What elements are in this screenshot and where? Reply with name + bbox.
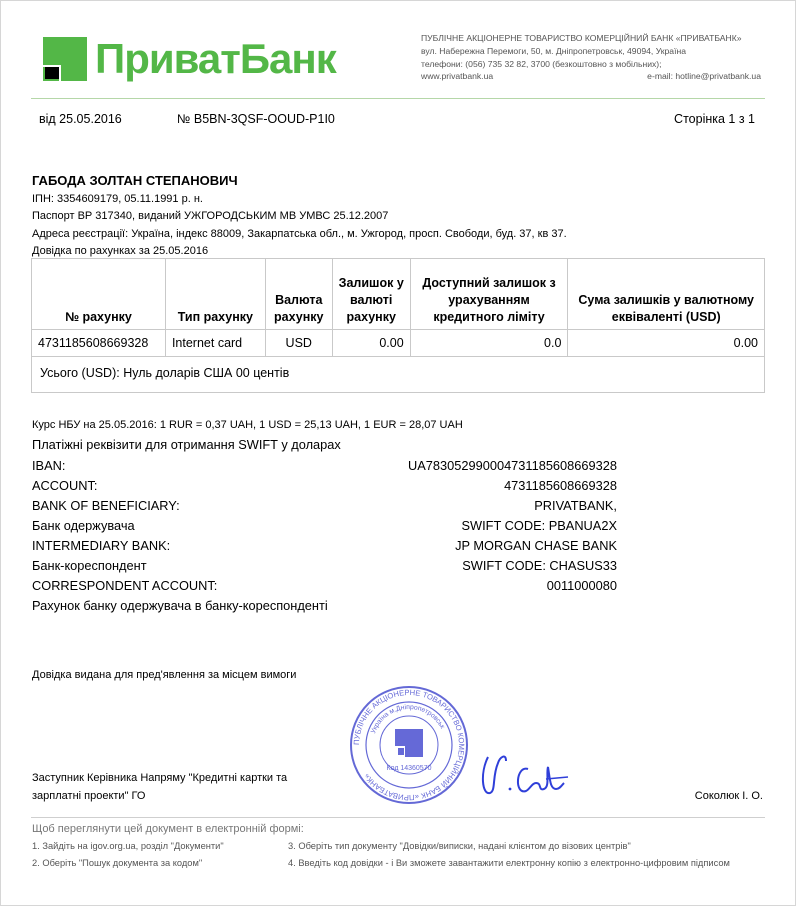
swift-value: JP MORGAN CHASE BANK (455, 538, 617, 553)
table-row (32, 330, 765, 357)
cell-available-balance: 0.0 (410, 330, 568, 357)
statement-title: Довідка по рахунках за 25.05.2016 (32, 245, 209, 257)
cell-account-type: Internet card (165, 330, 265, 357)
purpose-text: Довідка видана для пред'явлення за місцем вимоги (32, 669, 297, 681)
client-name: ГАБОДА ЗОЛТАН СТЕПАНОВИЧ (32, 173, 238, 188)
logo-text: ПриватБанк (95, 35, 336, 82)
swift-label: Рахунок банку одержувача в банку-кореспонденті (32, 598, 328, 613)
bank-phone: телефони: (056) 735 32 82, 3700 (безкоштовно з мобільних); (421, 58, 662, 69)
swift-value: SWIFT CODE: PBANUA2X (461, 518, 617, 533)
footer-step-4: 4. Введіть код довідки - і Ви зможете завантажити електронну копію з електронно-цифровим підписом (288, 858, 730, 868)
swift-value: SWIFT CODE: CHASUS33 (462, 558, 617, 573)
header-available-balance: Доступний залишок з урахуванням кредитного ліміту (410, 259, 568, 330)
cell-account-number: 4731185608669328 (32, 330, 166, 357)
signer-name: Соколюк І. О. (694, 790, 763, 802)
bank-address: вул. Набережна Перемоги, 50, м. Дніпропетровськ, 49094, Україна (421, 45, 687, 56)
footer-divider (31, 817, 765, 818)
swift-value: UA783052990004731185608669328 (408, 458, 617, 473)
swift-label: Банк-кореспондент (32, 558, 147, 573)
swift-value: 0011000080 (546, 578, 617, 593)
privatbank-logo-icon (43, 37, 87, 81)
header-account-number: № рахунку (32, 259, 166, 330)
cell-currency: USD (265, 330, 332, 357)
client-passport: Паспорт ВР 317340, виданий УЖГОРОДСЬКИМ МВ УМВС 25.12.2007 (32, 210, 389, 222)
bank-info (421, 32, 761, 83)
signature-icon (476, 743, 576, 803)
client-ipn: ІПН: 3354609179, 05.11.1991 р. н. (32, 193, 203, 205)
table-total (31, 354, 765, 393)
swift-label: ACCOUNT: (32, 478, 98, 493)
bank-full-name: ПУБЛІЧНЕ АКЦІОНЕРНЕ ТОВАРИСТВО КОМЕРЦІЙНИЙ БАНК «ПРИВАТБАНК» (421, 33, 742, 43)
swift-label: Банк одержувача (32, 518, 135, 533)
footer-step-3: 3. Оберіть тип документу "Довідки/виписки, надані клієнтом до візових центрів" (288, 841, 631, 851)
total-text: Усього (USD): Нуль доларів США 00 центів (40, 366, 290, 380)
header-divider (31, 98, 765, 99)
svg-text:ПУБЛІЧНЕ АКЦІОНЕРНЕ ТОВАРИСТВО: ПУБЛІЧНЕ АКЦІОНЕРНЕ ТОВАРИСТВО КОМЕРЦІЙНИЙ БАНК «ПРИВАТБАНК» (351, 687, 467, 803)
swift-title: Платіжні реквізити для отримання SWIFT у доларах (32, 437, 341, 452)
swift-label: IBAN: (32, 458, 66, 473)
table-header-row (32, 259, 765, 330)
footer-step-2: 2. Оберіть "Пошук документа за кодом" (32, 858, 203, 868)
header-account-type: Тип рахунку (165, 259, 265, 330)
swift-value: 4731185608669328 (504, 478, 617, 493)
bank-stamp-icon (348, 684, 470, 806)
bank-email[interactable]: e-mail: hotline@privatbank.ua (647, 71, 761, 82)
exchange-rates: Курс НБУ на 25.05.2016: 1 RUR = 0,37 UAH, 1 USD = 25,13 UAH, 1 EUR = 28,07 UAH (32, 419, 463, 431)
header-currency: Валюта рахунку (265, 259, 332, 330)
signer-position-line2: зарплатні проекти" ГО (32, 790, 146, 802)
svg-text:Код 14360570: Код 14360570 (386, 765, 432, 772)
header-balance-usd: Сума залишків у валютному еквіваленті (USD) (568, 259, 765, 330)
swift-value: PRIVATBANK, (534, 498, 617, 513)
doc-date: від 25.05.2016 (39, 112, 122, 126)
swift-label: INTERMEDIARY BANK: (32, 538, 171, 553)
swift-label: BANK OF BENEFICIARY: (32, 498, 180, 513)
accounts-table (31, 258, 765, 357)
header-balance: Залишок у валюті рахунку (332, 259, 410, 330)
doc-number: № B5BN-3QSF-OOUD-P1I0 (177, 112, 335, 126)
footer-title: Щоб переглянути цей документ в електронній формі: (32, 823, 304, 835)
cell-balance-usd: 0.00 (568, 330, 765, 357)
svg-text:Україна м.Дніпропетровськ: Україна м.Дніпропетровськ (370, 703, 446, 735)
signer-position-line1: Заступник Керівника Напряму "Кредитні картки та (32, 772, 288, 784)
footer-step-1: 1. Зайдіть на igov.org.ua, розділ "Документи" (32, 841, 224, 851)
swift-label: CORRESPONDENT ACCOUNT: (32, 578, 218, 593)
client-address: Адреса реєстрації: Україна, індекс 88009, Закарпатська обл., м. Ужгород, просп. Свободи, буд. 37, кв 37. (32, 228, 567, 240)
page-number: Сторінка 1 з 1 (674, 112, 755, 126)
bank-website[interactable]: www.privatbank.ua (421, 71, 494, 82)
cell-balance: 0.00 (332, 330, 410, 357)
